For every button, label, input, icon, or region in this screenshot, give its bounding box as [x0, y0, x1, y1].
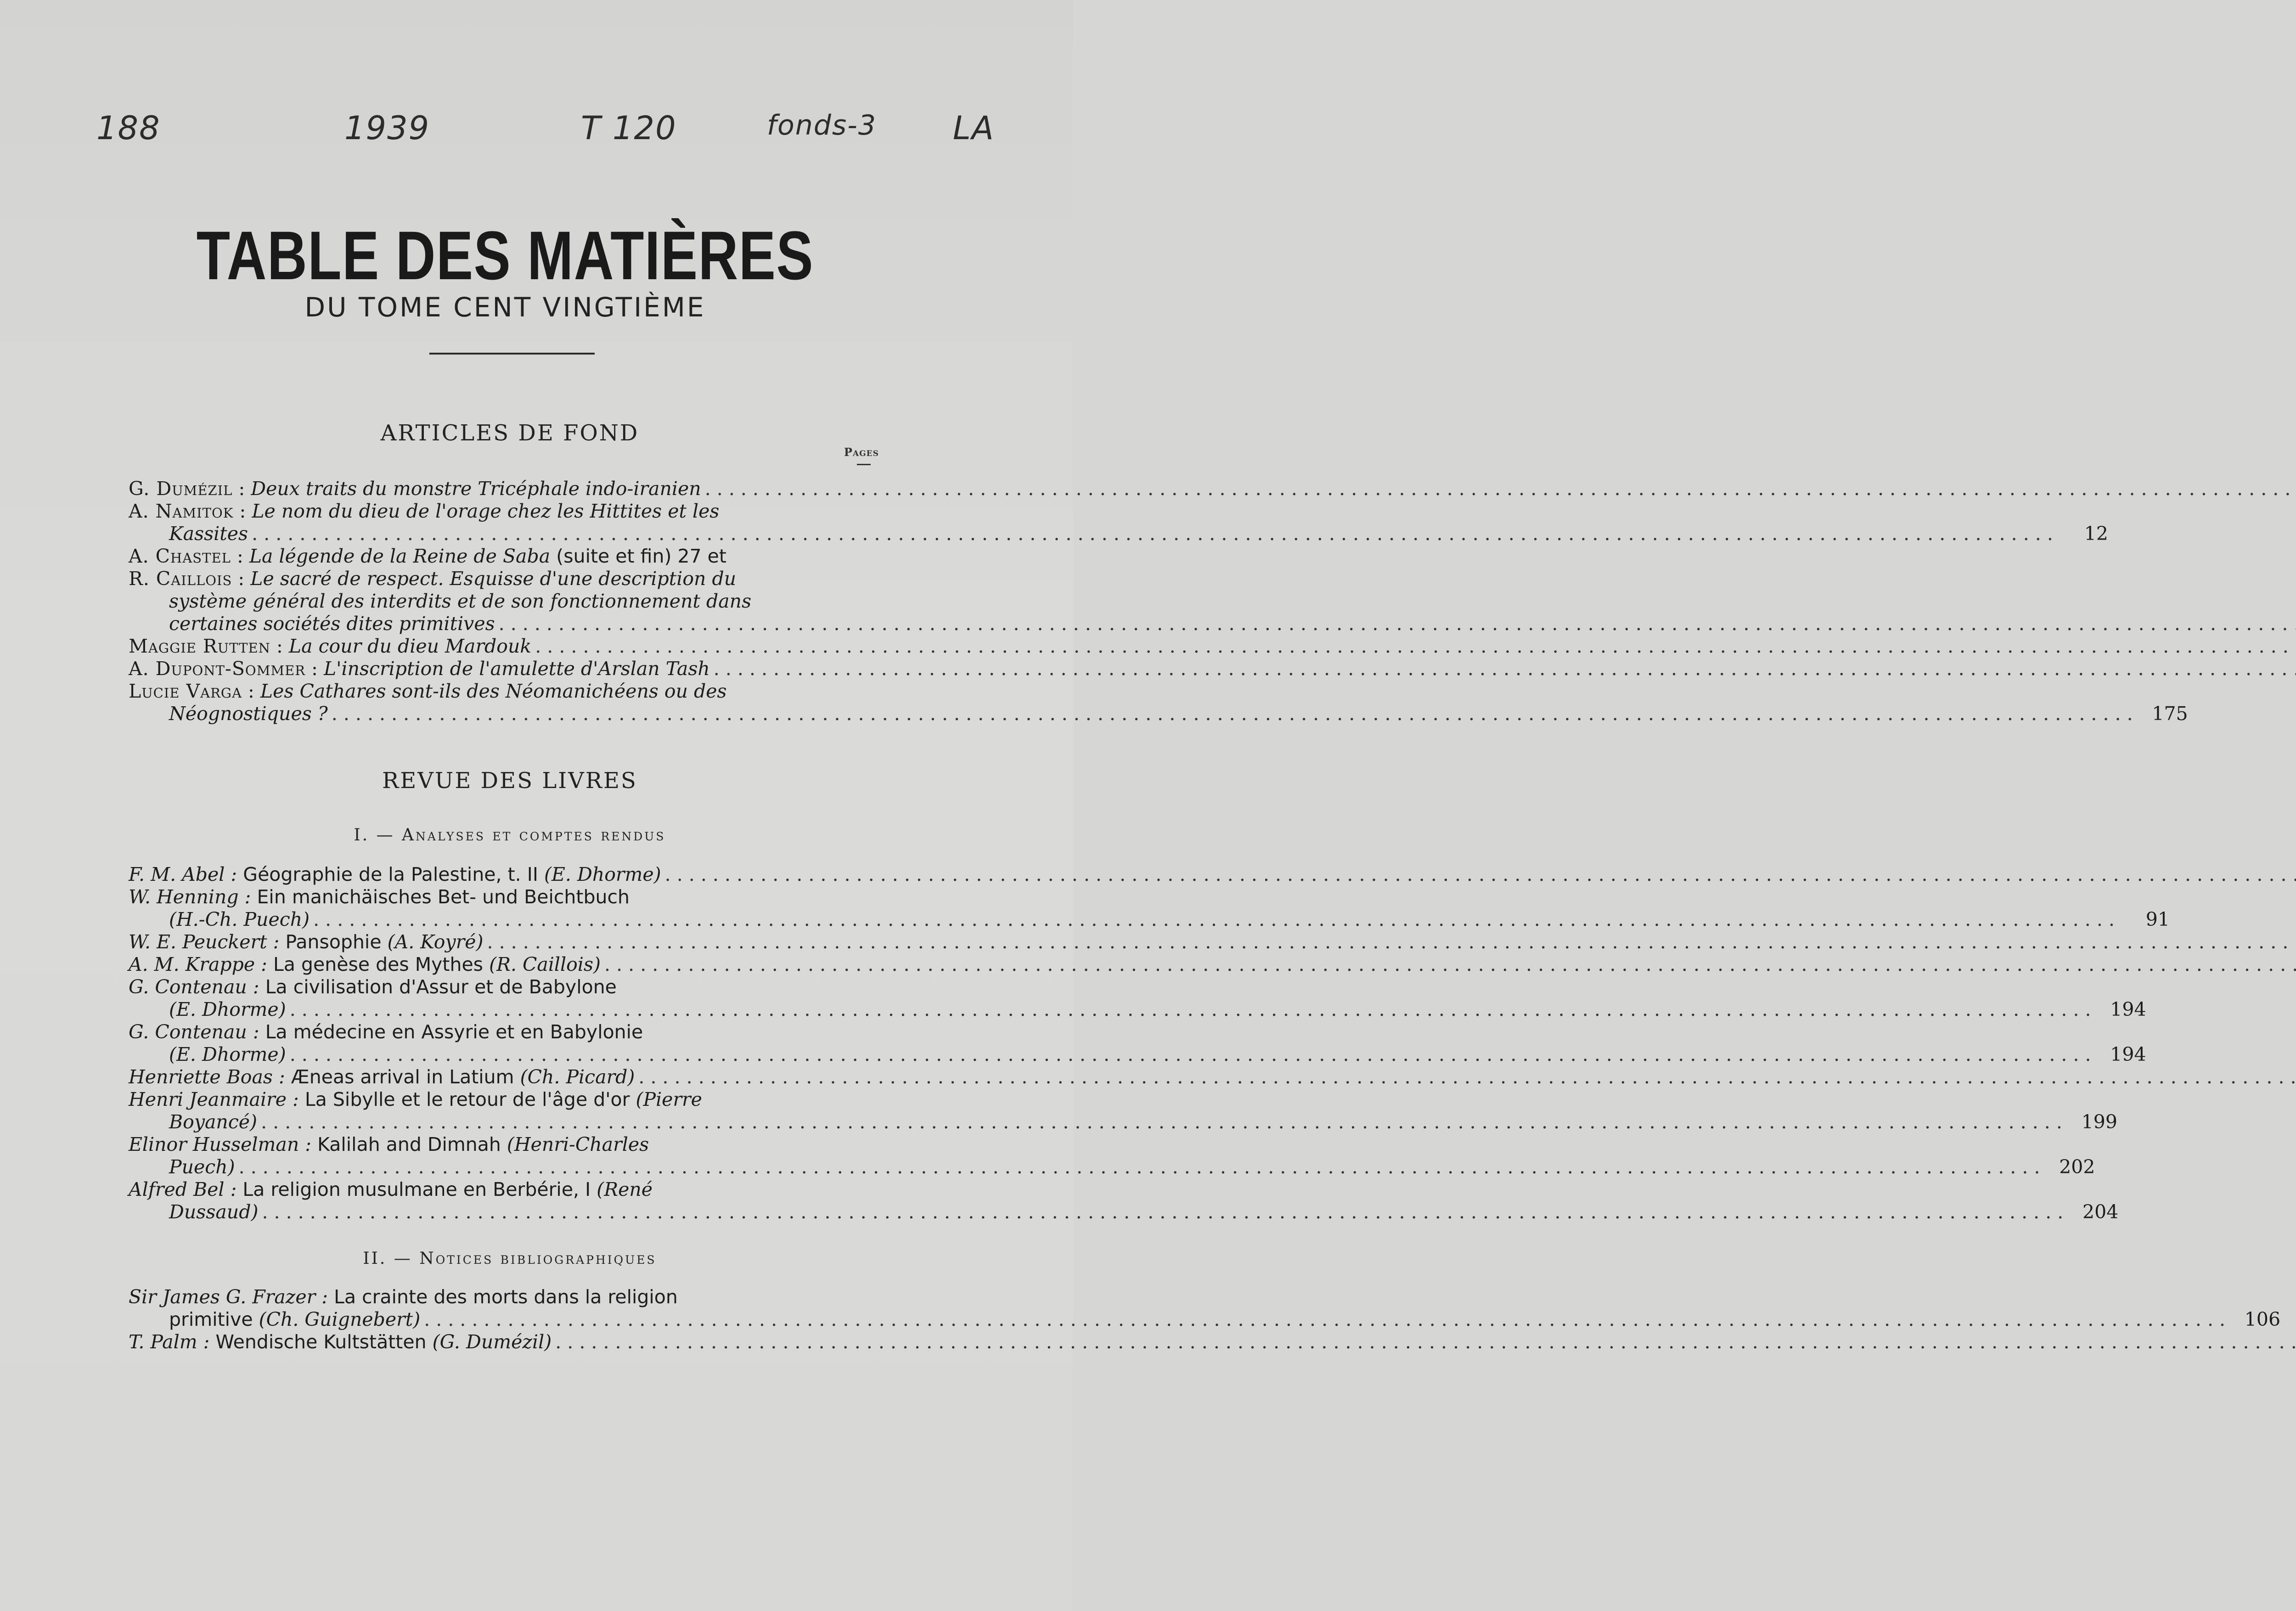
- article-entry: R. Caillois : Le sacré de respect. Esquisse d'une description du système général des interdits et de son fonctionnement dans certaines sociétés dites primitives . . .: [129, 568, 902, 635]
- review-book: Æneas arrival in Latium: [285, 1066, 520, 1088]
- article-entry: Maggie Rutten : La cour du dieu Mardouk . . .: [129, 635, 902, 658]
- review-reviewer: Boyancé): [169, 1111, 258, 1133]
- review-book: La religion musulmane en Berbérie, I: [236, 1178, 597, 1200]
- review-entry: [129, 976, 2146, 1021]
- review-author: F. M. Abel :: [129, 863, 237, 885]
- notice-book: La crainte des morts dans la religion: [328, 1286, 678, 1308]
- review-page: 194: [2110, 1043, 2146, 1065]
- article-entry: Lucie Varga : Les Cathares sont-ils des Néomanichéens ou des Néognostiques ? . . . 175: [129, 680, 902, 725]
- reviews-list-1: [129, 863, 2170, 1223]
- review-book: Géographie de la Palestine, t. II: [237, 863, 544, 885]
- notice-entry: [129, 1331, 902, 1353]
- review-entry: [129, 931, 902, 953]
- article-title: La légende de la Reine de Saba: [249, 545, 551, 567]
- article-title: Le sacré de respect. Esquisse d'une description du: [250, 568, 737, 590]
- notice-author: Sir James G. Frazer :: [129, 1286, 328, 1308]
- review-reviewer: (H.-Ch. Puech): [169, 908, 310, 930]
- title-rule: [429, 353, 595, 355]
- article-title: Deux traits du monstre Tricéphale indo-iranien: [251, 478, 701, 500]
- handwritten-note-5: LA: [953, 109, 995, 147]
- notice-page: 106: [2244, 1308, 2281, 1330]
- review-reviewer: (E. Dhorme): [169, 1043, 286, 1065]
- review-book: La genèse des Mythes: [267, 953, 490, 975]
- articles-list: [129, 478, 2188, 725]
- article-title: Les Cathares sont-ils des Néomanichéens ou des: [260, 680, 727, 702]
- review-entry: Alfred Bel : La religion musulmane en Berbérie, I (René Dussaud) . . . 204: [129, 1178, 902, 1223]
- review-book: Ein manichäisches Bet- und Beichtbuch: [251, 886, 630, 908]
- review-reviewer: (A. Koyré): [387, 931, 484, 953]
- handwritten-note-3: T 120: [581, 109, 677, 147]
- article-page: 175: [2152, 703, 2188, 725]
- review-entry: [129, 863, 902, 886]
- review-author: Henriette Boas :: [129, 1066, 285, 1088]
- notice-entry: Sir James G. Frazer : La crainte des morts dans la religion primitive (Ch. Guignebert) . . . 106: [129, 1286, 902, 1331]
- articles-heading: ARTICLES DE FOND: [380, 420, 639, 446]
- article-author: A. Chastel: [129, 545, 231, 567]
- article-title: Le nom du dieu de l'orage chez les Hittites et les: [252, 500, 720, 522]
- page-title: TABLE DES MATIÈRES: [196, 217, 814, 294]
- review-book: La Sibylle et le retour de l'âge d'or: [298, 1088, 636, 1110]
- review-page: 91: [2145, 908, 2170, 930]
- review-page: 199: [2081, 1111, 2117, 1133]
- review-author: G. Contenau :: [129, 976, 259, 998]
- article-entry: A. Namitok : Le nom du dieu de l'orage chez les Hittites et les Kassites . . . 12: [129, 500, 902, 545]
- handwritten-note-2: 1939: [344, 109, 430, 147]
- article-author: R. Caillois: [129, 568, 232, 590]
- review-author: W. Henning :: [129, 886, 251, 908]
- review-book: La civilisation d'Assur et de Babylone: [259, 976, 617, 998]
- article-entry: A. Chastel : La légende de la Reine de Saba (suite et fin) 27 et: [129, 545, 726, 567]
- handwritten-note-1: 188: [96, 109, 161, 147]
- page-subtitle: DU TOME CENT VINGTIÈME: [304, 292, 706, 323]
- review-page: 202: [2059, 1156, 2095, 1178]
- reviews-subheading-1: I. — Analyses et comptes rendus: [354, 826, 666, 845]
- review-page: 194: [2110, 998, 2146, 1020]
- notice-book: Wendische Kultstätten: [209, 1331, 433, 1353]
- review-entry: [129, 1066, 902, 1088]
- review-book: Pansophie: [279, 931, 388, 953]
- review-reviewer: (E. Dhorme): [169, 998, 286, 1020]
- review-entry: Elinor Husselman : Kalilah and Dimnah (Henri-Charles Puech) . . . 202: [129, 1133, 902, 1178]
- handwritten-note-4: fonds-3: [767, 109, 877, 141]
- article-title: L'inscription de l'amulette d'Arslan Tash: [324, 658, 710, 680]
- review-entry: [129, 886, 2170, 931]
- notice-author: T. Palm :: [129, 1331, 210, 1353]
- review-reviewer: (E. Dhorme): [544, 863, 661, 885]
- review-author: G. Contenau :: [129, 1021, 259, 1043]
- review-author: A. M. Krappe :: [129, 953, 267, 975]
- notice-reviewer: (Ch. Guignebert): [259, 1308, 421, 1330]
- article-author: Lucie Varga: [129, 680, 242, 702]
- review-author: Henri Jeanmaire :: [129, 1088, 299, 1110]
- notice-reviewer: (G. Dumézil): [432, 1331, 552, 1353]
- article-entry: G. Dumézil : Deux traits du monstre Tricéphale indo-iranien . . .: [129, 478, 902, 500]
- article-author: Maggie Rutten: [129, 635, 270, 657]
- review-author: Alfred Bel :: [129, 1178, 237, 1200]
- review-entry: Henri Jeanmaire : La Sibylle et le retour de l'âge d'or (Pierre Boyancé) . . . 199: [129, 1088, 902, 1133]
- reviews-list-2: [129, 1286, 2281, 1353]
- review-book: Kalilah and Dimnah: [311, 1133, 507, 1155]
- article-author: A. Namitok: [129, 500, 234, 522]
- article-title: La cour du dieu Mardouk: [288, 635, 532, 657]
- pages-column-label: Pages: [844, 445, 879, 459]
- review-reviewer: (Ch. Picard): [520, 1066, 635, 1088]
- review-page: 204: [2082, 1201, 2119, 1223]
- review-author: W. E. Peuckert :: [129, 931, 280, 953]
- review-book: La médecine en Assyrie et en Babylonie: [259, 1021, 643, 1043]
- review-author: Elinor Husselman :: [129, 1133, 312, 1155]
- reviews-subheading-2: II. — Notices bibliographiques: [363, 1249, 657, 1268]
- article-author: G. Dumézil: [129, 478, 233, 500]
- review-reviewer: (R. Caillois): [489, 953, 601, 975]
- review-entry: [129, 953, 902, 976]
- review-reviewer: Puech): [169, 1156, 235, 1178]
- pages-dash: [857, 464, 871, 465]
- article-page: 12: [2084, 523, 2108, 545]
- reviews-heading: REVUE DES LIVRES: [382, 768, 637, 794]
- article-author: A. Dupont-Sommer: [129, 658, 306, 680]
- article-entry: A. Dupont-Sommer : L'inscription de l'amulette d'Arslan Tash . . .: [129, 658, 902, 680]
- review-entry: [129, 1021, 2146, 1066]
- review-page: [2288, 931, 2296, 953]
- review-reviewer: Dussaud): [169, 1201, 259, 1223]
